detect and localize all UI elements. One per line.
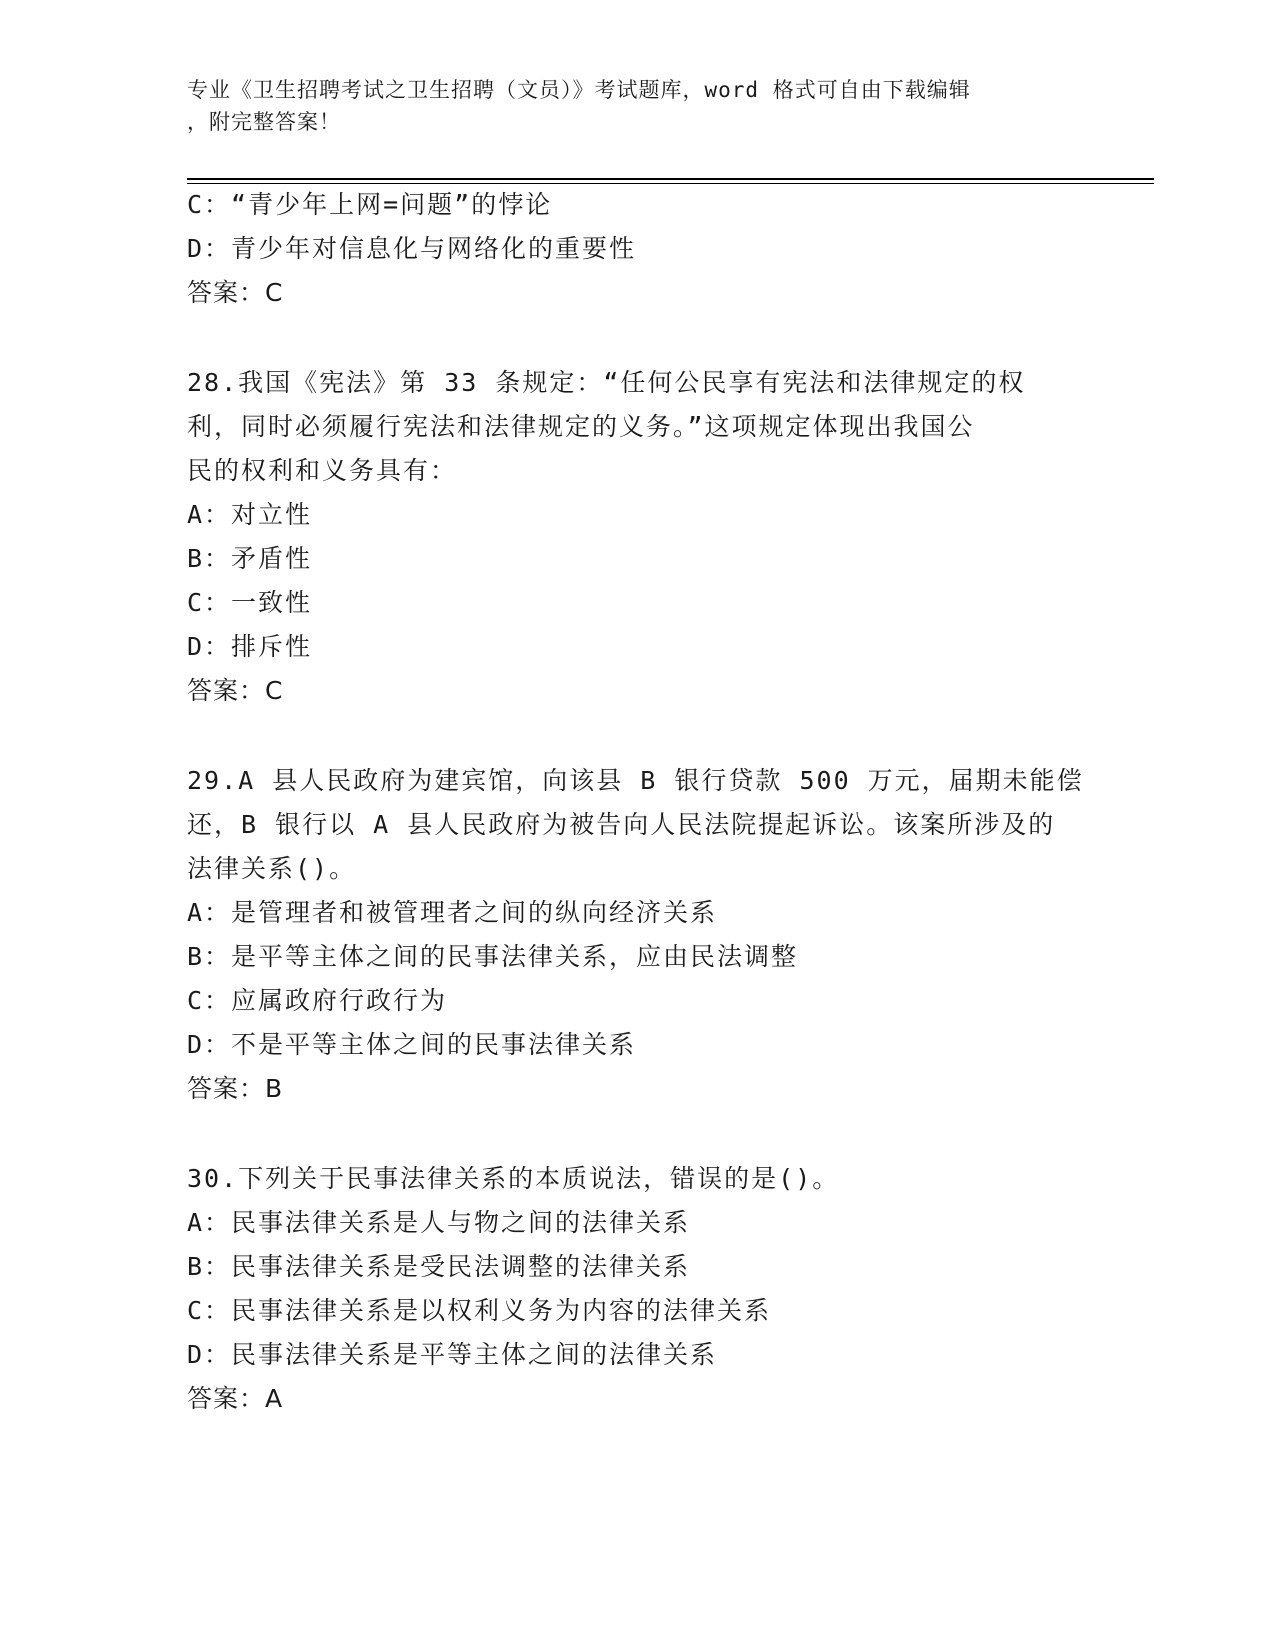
question-30-option-d: D：民事法律关系是平等主体之间的法律关系 (187, 1340, 718, 1369)
question-29-option-c: C：应属政府行政行为 (187, 986, 448, 1015)
header-line-2: ，附完整答案！ (187, 110, 341, 134)
question-29-option-b: B：是平等主体之间的民事法律关系，应由民法调整 (187, 942, 799, 971)
header-divider-thick (187, 178, 1154, 180)
option-c: C：“青少年上网=问题”的悖论 (187, 190, 553, 219)
question-30-option-b: B：民事法律关系是受民法调整的法律关系 (187, 1252, 691, 1281)
question-28-line-3: 民的权利和义务具有： (187, 456, 458, 485)
question-28-option-a: A：对立性 (187, 500, 313, 529)
question-28-line-1: 28.我国《宪法》第 33 条规定：“任何公民享有宪法和法律规定的权 (187, 368, 1026, 397)
question-30-option-c: C：民事法律关系是以权利义务为内容的法律关系 (187, 1296, 772, 1325)
question-29-line-3: 法律关系()。 (187, 854, 357, 883)
question-29-answer: 答案：B (187, 1074, 284, 1103)
question-29-line-2: 还，B 银行以 A 县人民政府为被告向人民法院提起诉讼。该案所涉及的 (187, 810, 1056, 839)
question-30-answer: 答案：A (187, 1384, 284, 1413)
answer-text: 答案：C (187, 278, 284, 307)
option-d: D：青少年对信息化与网络化的重要性 (187, 234, 637, 263)
document-header (187, 74, 1067, 138)
header-line-1: 专业《卫生招聘考试之卫生招聘（文员）》考试题库，word 格式可自由下载编辑 (187, 78, 971, 102)
question-29-line-1: 29.A 县人民政府为建宾馆，向该县 B 银行贷款 500 万元，届期未能偿 (187, 766, 1084, 795)
question-28-line-2: 利，同时必须履行宪法和法律规定的义务。”这项规定体现出我国公 (187, 412, 975, 441)
header-divider-thin (187, 183, 1154, 184)
question-30-line-1: 30.下列关于民事法律关系的本质说法，错误的是()。 (187, 1164, 840, 1193)
question-28-answer: 答案：C (187, 676, 284, 705)
question-28-option-c: C：一致性 (187, 588, 313, 617)
question-30-option-a: A：民事法律关系是人与物之间的法律关系 (187, 1208, 691, 1237)
question-28-option-b: B：矛盾性 (187, 544, 313, 573)
question-29-option-a: A：是管理者和被管理者之间的纵向经济关系 (187, 898, 718, 927)
question-28-option-d: D：排斥性 (187, 632, 313, 661)
question-29-option-d: D：不是平等主体之间的民事法律关系 (187, 1030, 637, 1059)
